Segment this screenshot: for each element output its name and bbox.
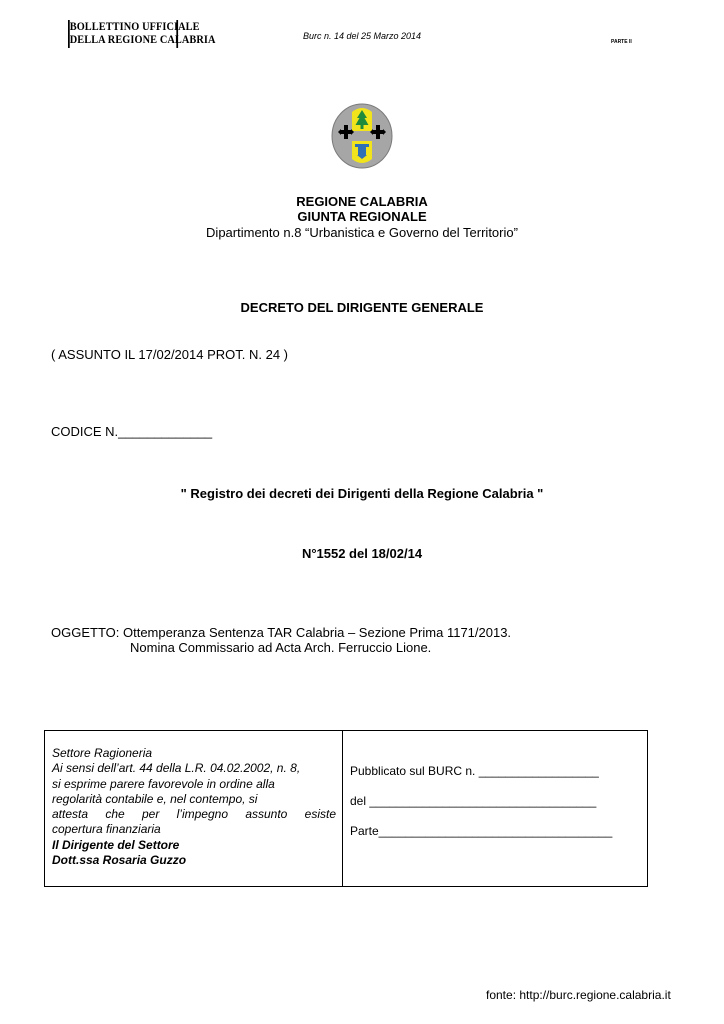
accounting-line-6: copertura finanziaria bbox=[52, 822, 161, 837]
accounting-line-5: attesta che per l’impegno assunto esiste bbox=[52, 807, 336, 822]
assunto-line: ( ASSUNTO IL 17/02/2014 PROT. N. 24 ) bbox=[51, 347, 288, 362]
accounting-cell bbox=[52, 746, 336, 868]
column-capital bbox=[355, 144, 369, 147]
codice-line: CODICE N._____________ bbox=[51, 424, 213, 439]
masthead-line-2: DELLA REGIONE CALABRIA bbox=[69, 32, 216, 46]
issue-date: Burc n. 14 del 25 Marzo 2014 bbox=[302, 31, 422, 41]
subject-line-1: OGGETTO: Ottemperanza Sentenza TAR Calabria – Sezione Prima 1171/2013. bbox=[51, 625, 512, 640]
source-footer: fonte: http://burc.regione.calabria.it bbox=[486, 988, 671, 1002]
approval-box bbox=[44, 730, 648, 887]
decree-title: DECRETO DEL DIRIGENTE GENERALE bbox=[240, 300, 484, 315]
accounting-line-4: regolarità contabile e, nel contempo, si bbox=[52, 791, 258, 806]
council-title: GIUNTA REGIONALE bbox=[297, 209, 427, 224]
signer-name: Dott.ssa Rosaria Guzzo bbox=[52, 853, 187, 868]
part-label: PARTE II bbox=[611, 39, 632, 45]
published-del-line: del __________________________________ bbox=[350, 794, 597, 808]
subject-line-2: Nomina Commissario ad Acta Arch. Ferruccio Lione. bbox=[130, 640, 432, 655]
regione-calabria-coat-of-arms-icon bbox=[331, 103, 393, 169]
decree-number: N°1552 del 18/02/14 bbox=[301, 546, 423, 561]
department-title: Dipartimento n.8 “Urbanistica e Governo del Territorio” bbox=[206, 225, 518, 240]
registry-title: " Registro dei decreti dei Dirigenti della Regione Calabria " bbox=[180, 486, 544, 501]
box-divider bbox=[342, 731, 343, 886]
published-parte-line: Parte___________________________________ bbox=[350, 824, 613, 838]
accounting-line-3: si esprime parere favorevole in ordine alla bbox=[52, 776, 275, 791]
accounting-line-1: Settore Ragioneria bbox=[52, 746, 153, 760]
accounting-line-2: Ai sensi dell’art. 44 della L.R. 04.02.2002, n. 8, bbox=[52, 761, 301, 776]
masthead-line-1: BOLLETTINO UFFICIALE bbox=[69, 19, 200, 33]
column-shaft bbox=[358, 147, 366, 155]
published-burc-line: Pubblicato sul BURC n. __________________ bbox=[350, 764, 599, 778]
region-title: REGIONE CALABRIA bbox=[296, 194, 428, 209]
signer-title: Il Dirigente del Settore bbox=[52, 837, 180, 852]
